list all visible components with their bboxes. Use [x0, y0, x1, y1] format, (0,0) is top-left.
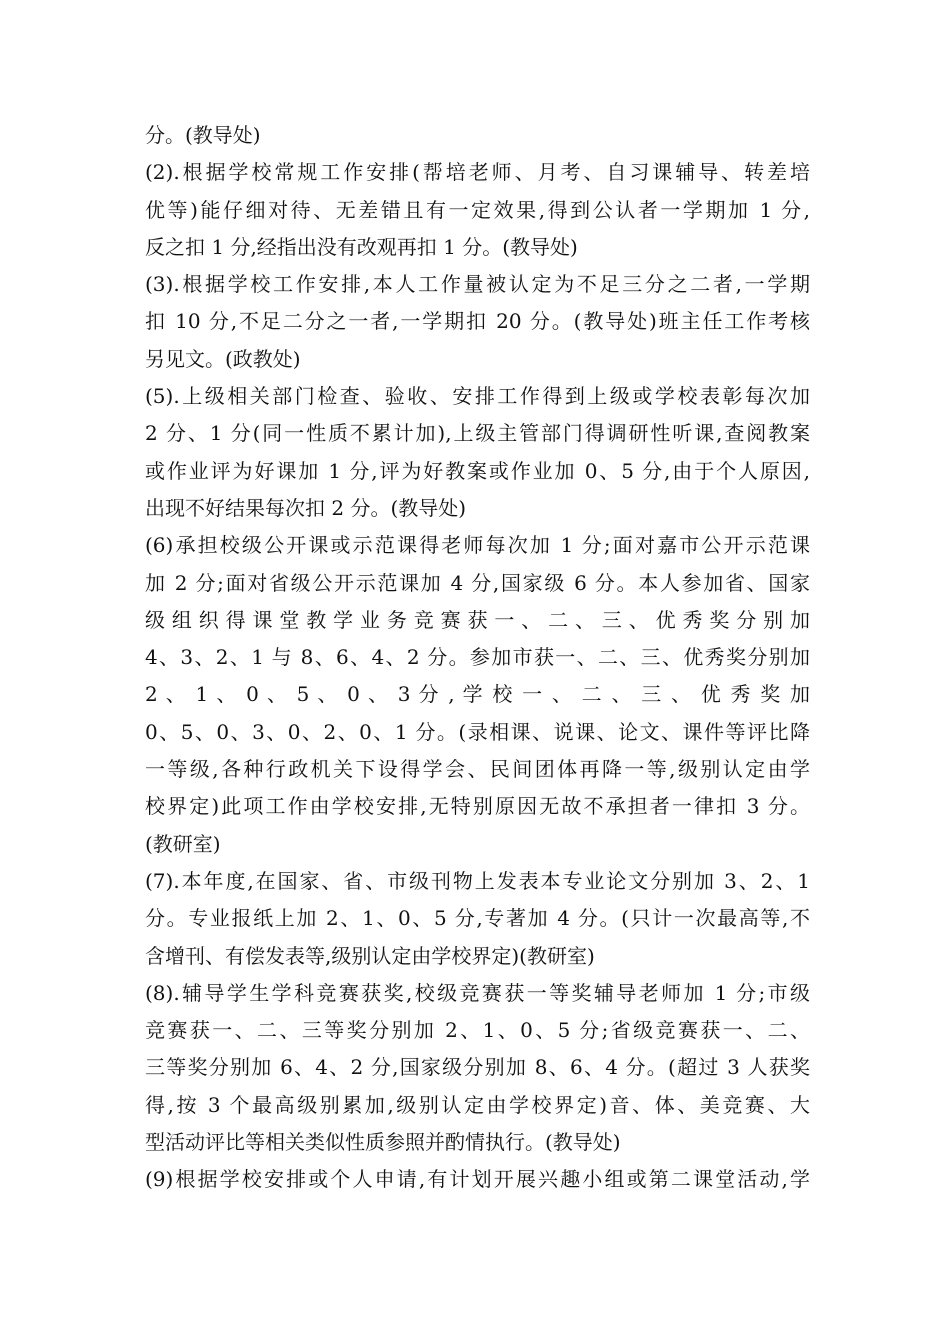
text-line: (8).辅导学生学科竞赛获奖,校级竞赛获一等奖辅导老师加 1 分;市级	[145, 980, 810, 1005]
text-line: (9)根据学校安排或个人申请,有计划开展兴趣小组或第二课堂活动,学	[145, 1167, 810, 1192]
text-line: 分。专业报纸上加 2、1、0、5 分,专著加 4 分。(只计一次最高等,不	[145, 906, 810, 931]
document-body-text	[145, 117, 810, 1199]
text-line: 加 2 分;面对省级公开示范课加 4 分,国家级 6 分。本人参加省、国家	[145, 570, 810, 595]
text-line: (6)承担校级公开课或示范课得老师每次加 1 分;面对嘉市公开示范课	[145, 533, 810, 558]
text-line: 反之扣 1 分,经指出没有改观再扣 1 分。(教导处)	[145, 234, 578, 259]
text-line: (5).上级相关部门检查、验收、安排工作得到上级或学校表彰每次加	[145, 384, 810, 409]
text-line: 型活动评比等相关类似性质参照并酌情执行。(教导处)	[145, 1130, 621, 1155]
text-line: 0、5、0、3、0、2、0、1 分。(录相课、说课、论文、课件等评比降	[145, 719, 810, 744]
text-line: 得,按 3 个最高级别累加,级别认定由学校界定)音、体、美竞赛、大	[145, 1092, 810, 1117]
text-line: (7).本年度,在国家、省、市级刊物上发表本专业论文分别加 3、2、1	[145, 868, 810, 893]
text-line: 或作业评为好课加 1 分,评为好教案或作业加 0、5 分,由于个人原因,	[145, 458, 810, 483]
text-line: (2).根据学校常规工作安排(帮培老师、月考、自习课辅导、转差培	[145, 160, 810, 185]
text-line: (教研室)	[145, 831, 221, 856]
text-line: 另见文。(政教处)	[145, 346, 301, 371]
text-line: 4、3、2、1 与 8、6、4、2 分。参加市获一、二、三、优秀奖分别加	[145, 645, 810, 670]
text-line: 一等级,各种行政机关下设得学会、民间团体再降一等,级别认定由学	[145, 757, 810, 782]
text-line: 扣 10 分,不足二分之一者,一学期扣 20 分。(教导处)班主任工作考核	[145, 309, 810, 334]
text-line: 2 、 1 、 0 、 5 、 0 、 3 分 , 学 校 一 、 二 、 三 、 优 秀 奖 加	[145, 682, 810, 707]
text-line: 级 组 织 得 课 堂 教 学 业 务 竞 赛 获 一 、 二 、 三 、 优 秀 奖 分 别 加	[145, 607, 810, 632]
text-line: 含增刊、有偿发表等,级别认定由学校界定)(教研室)	[145, 943, 595, 968]
text-line: 优等)能仔细对待、无差错且有一定效果,得到公认者一学期加 1 分,	[145, 197, 810, 222]
text-line: 竞赛获一、二、三等奖分别加 2、1、0、5 分;省级竞赛获一、二、	[145, 1018, 810, 1043]
text-line: 三等奖分别加 6、4、2 分,国家级分别加 8、6、4 分。(超过 3 人获奖	[145, 1055, 810, 1080]
text-line: 出现不好结果每次扣 2 分。(教导处)	[145, 495, 467, 520]
text-line: 2 分、1 分(同一性质不累计加),上级主管部门得调研性听课,查阅教案	[145, 421, 810, 446]
text-line: (3).根据学校工作安排,本人工作量被认定为不足三分之二者,一学期	[145, 272, 810, 297]
text-line: 校界定)此项工作由学校安排,无特别原因无故不承担者一律扣 3 分。	[145, 794, 810, 819]
text-line: 分。(教导处)	[145, 123, 261, 147]
